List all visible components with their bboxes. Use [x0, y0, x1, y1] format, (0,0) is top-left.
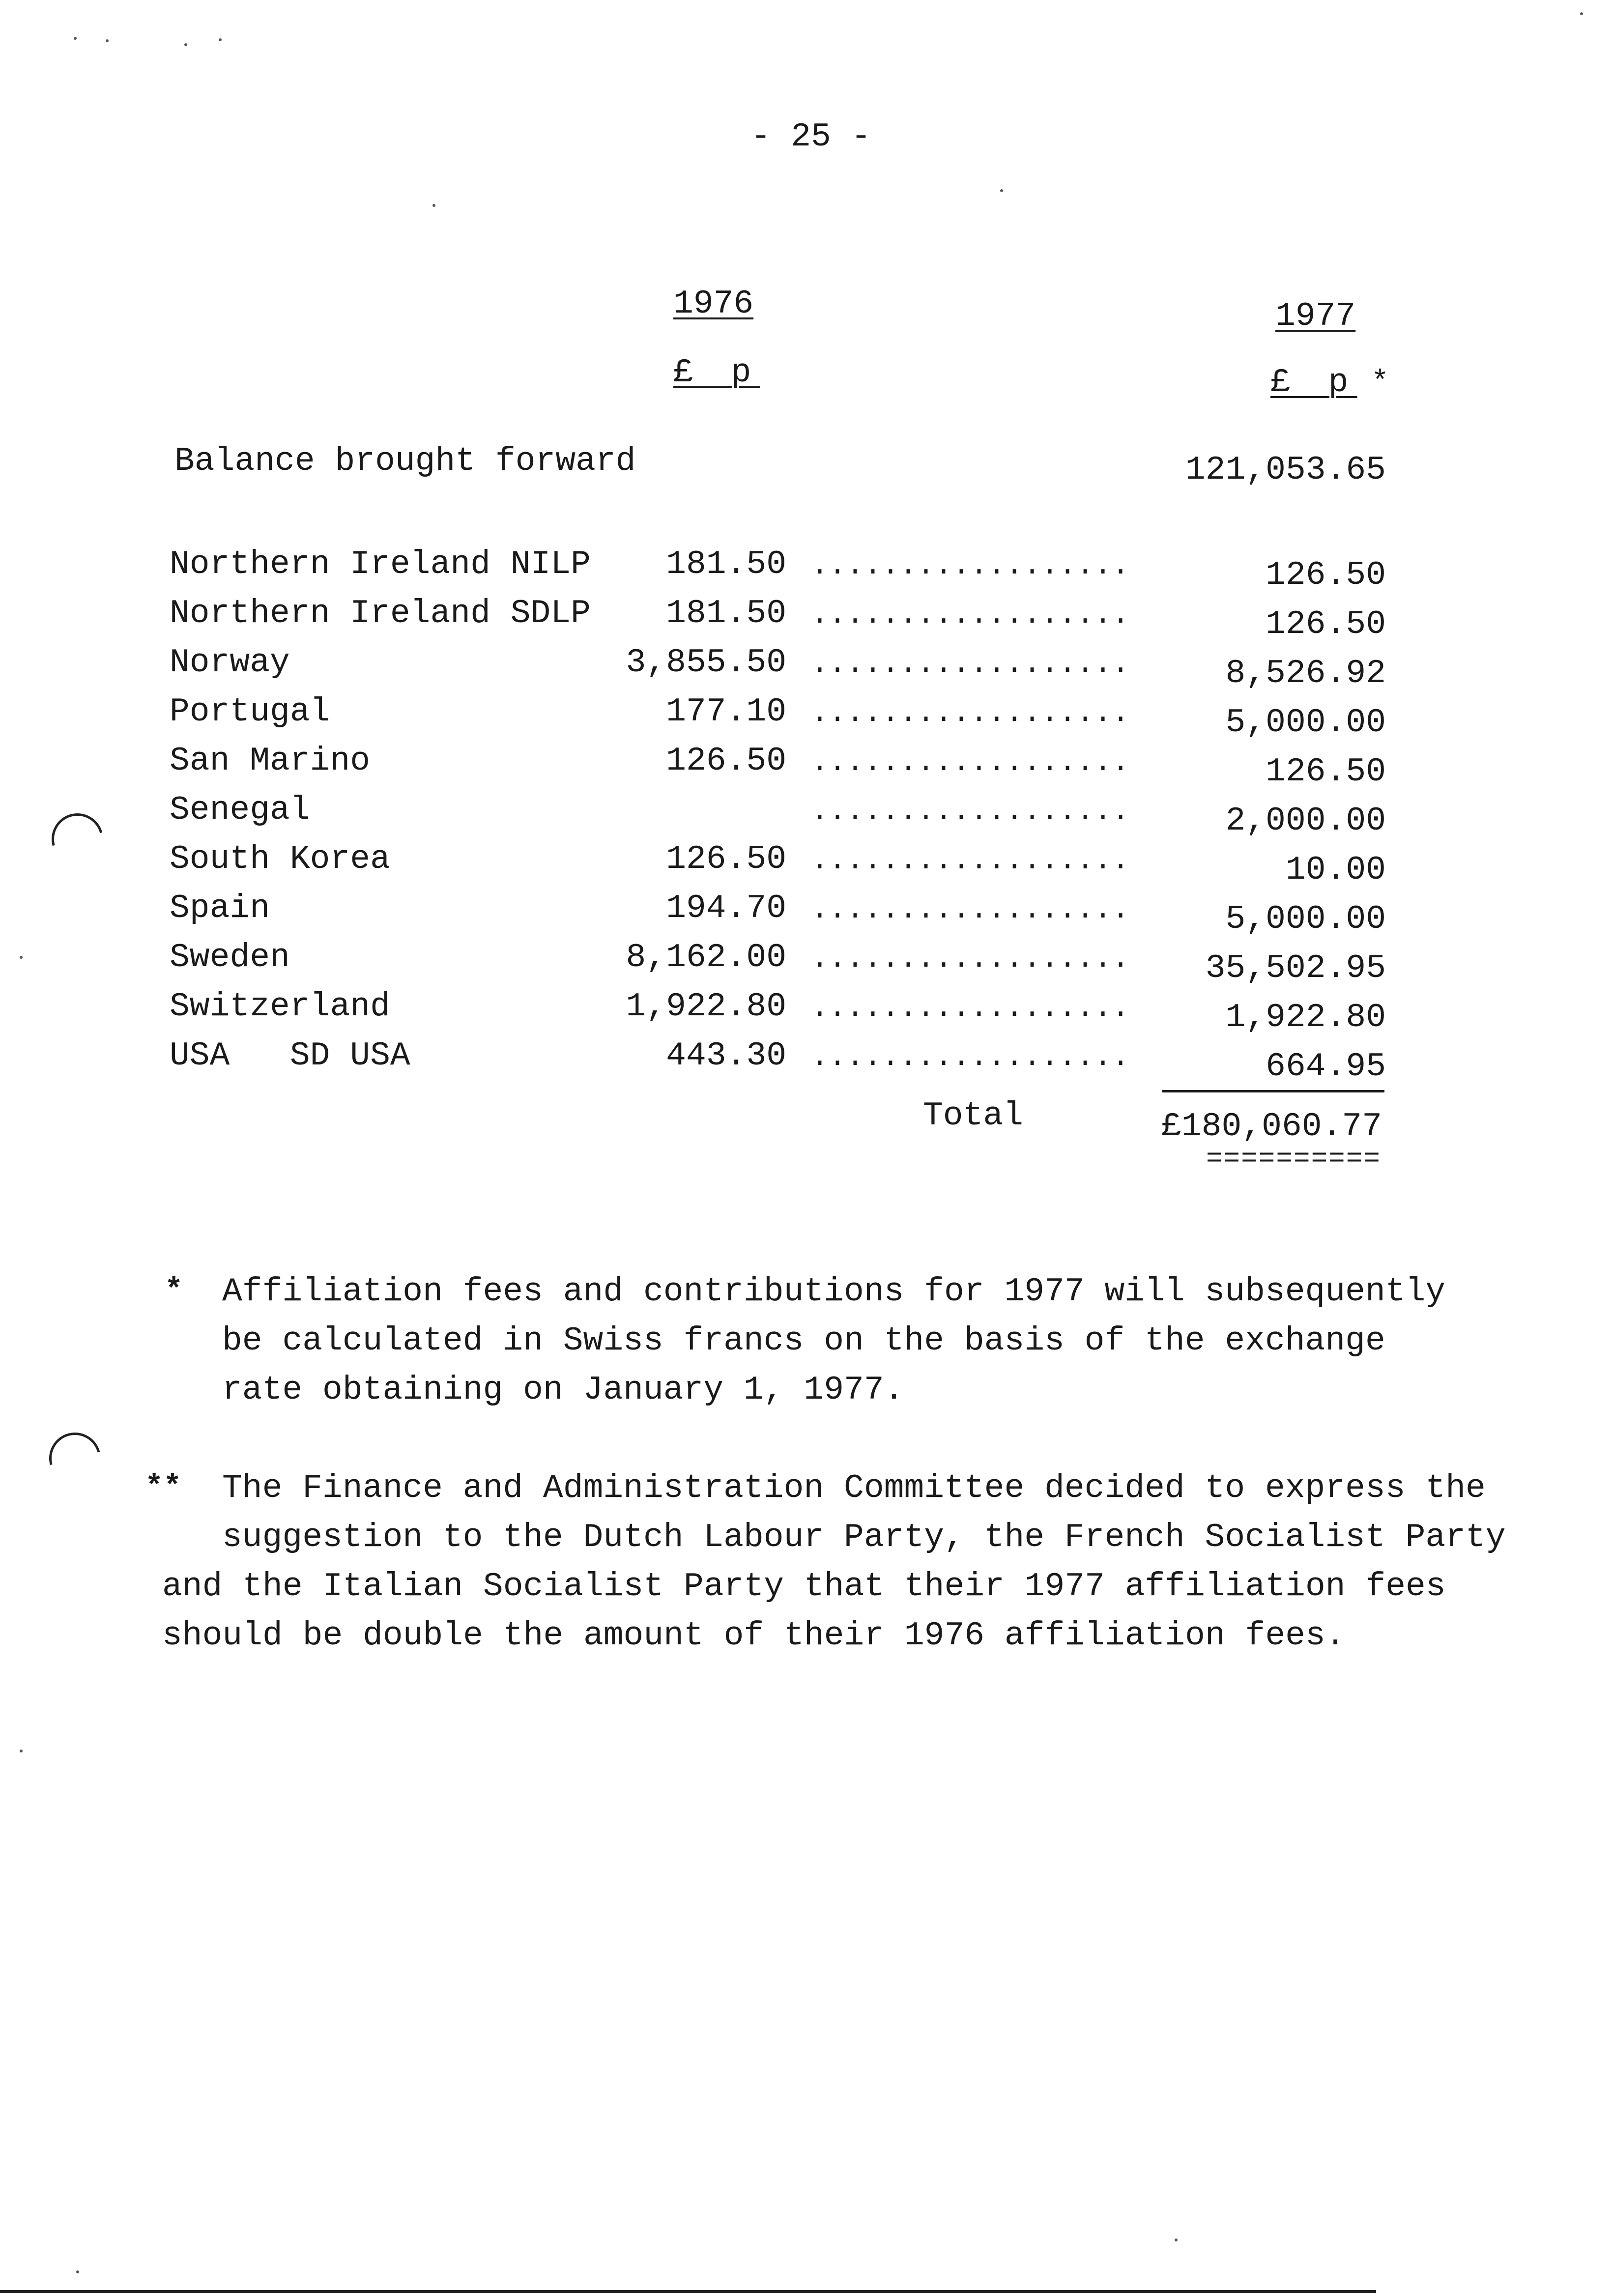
scan-speck: [106, 39, 109, 42]
table-row: [0, 939, 1612, 988]
leader-dots: ..................: [811, 795, 1130, 829]
table-row: [0, 693, 1612, 742]
total-label: Total: [923, 1097, 1024, 1135]
value-1976: 1,922.80: [626, 988, 786, 1026]
column-header-1977: 1977: [1275, 297, 1356, 335]
note-1-line: be calculated in Swiss francs on the basis of the exchange: [222, 1322, 1385, 1360]
note-2-line: suggestion to the Dutch Labour Party, the French Socialist Party: [222, 1519, 1506, 1556]
table-row: [0, 545, 1612, 595]
scan-speck: [20, 1750, 23, 1752]
balance-label: Balance brought forward: [174, 442, 636, 480]
country-name: Northern Ireland NILP: [170, 545, 591, 583]
country-name: San Marino: [170, 742, 371, 780]
column-unit-1977: £ p: [1270, 364, 1357, 402]
country-name: Sweden: [170, 939, 290, 976]
table-row: [0, 1037, 1612, 1086]
value-1976: 177.10: [666, 693, 786, 731]
value-1976: 126.50: [666, 840, 786, 878]
leader-dots: ..................: [811, 648, 1130, 681]
value-1976: 181.50: [666, 595, 786, 632]
value-1977: 664.95: [1266, 1048, 1386, 1086]
country-name: Portugal: [170, 693, 330, 731]
value-1976: 126.50: [666, 742, 786, 780]
note-1-marker: *: [165, 1273, 183, 1308]
table-row: [0, 988, 1612, 1037]
country-name: Senegal: [170, 791, 310, 829]
value-1976: 3,855.50: [626, 644, 786, 682]
scan-speck: [219, 38, 222, 41]
note-2-line: The Finance and Administration Committee decided to express the: [222, 1469, 1486, 1507]
total-double-rule: ==========: [1206, 1143, 1381, 1175]
value-1977: 126.50: [1266, 556, 1386, 594]
scan-speck: [432, 204, 435, 207]
table-row: [0, 890, 1612, 939]
scan-speck: [1175, 2239, 1178, 2241]
table-row: [0, 840, 1612, 890]
scan-speck: [184, 43, 187, 46]
value-1977: 126.50: [1266, 605, 1386, 643]
leader-dots: ..................: [811, 893, 1130, 927]
column-unit-1977-asterisk: *: [1371, 366, 1389, 400]
punch-hole-mark: [40, 1423, 110, 1493]
value-1976: 194.70: [666, 890, 786, 927]
country-name: Switzerland: [170, 988, 390, 1026]
leader-dots: ..................: [811, 943, 1130, 976]
column-header-1976: 1976: [673, 285, 754, 323]
scan-speck: [20, 956, 23, 959]
note-1-line: Affiliation fees and contributions for 1977 will subsequently: [222, 1273, 1446, 1311]
note-2-line: should be double the amount of their 1976 affiliation fees.: [162, 1617, 1346, 1655]
value-1977: 10.00: [1285, 851, 1386, 889]
value-1976: 181.50: [666, 545, 786, 583]
scan-speck: [1580, 12, 1583, 15]
scan-speck: [76, 2270, 79, 2273]
country-name: South Korea: [170, 840, 390, 878]
leader-dots: ..................: [811, 992, 1130, 1025]
country-name: USA SD USA: [170, 1037, 410, 1075]
scan-speck: [74, 37, 77, 40]
total-value: £180,060.77: [1161, 1108, 1382, 1146]
value-1977: 126.50: [1266, 753, 1386, 791]
value-1977: 1,922.80: [1225, 999, 1386, 1036]
balance-value-1977: 121,053.65: [1185, 451, 1386, 489]
value-1976: 8,162.00: [626, 939, 786, 976]
note-2-line: and the Italian Socialist Party that their 1977 affiliation fees: [162, 1568, 1446, 1606]
table-row: [0, 644, 1612, 693]
country-name: Norway: [170, 644, 290, 682]
column-unit-1976: £ p: [673, 354, 760, 392]
value-1977: 2,000.00: [1225, 802, 1386, 840]
table-row: [0, 742, 1612, 791]
value-1976: 443.30: [666, 1037, 786, 1075]
leader-dots: ..................: [811, 1041, 1130, 1074]
leader-dots: ..................: [811, 549, 1130, 583]
table-row: [0, 595, 1612, 644]
value-1977: 35,502.95: [1205, 949, 1386, 987]
page-number: - 25 -: [750, 118, 871, 156]
leader-dots: ..................: [811, 599, 1130, 632]
leader-dots: ..................: [811, 844, 1130, 878]
note-2-marker: **: [145, 1469, 182, 1504]
value-1977: 8,526.92: [1225, 655, 1386, 692]
page-bottom-edge: [0, 2290, 1376, 2293]
table-row: [0, 791, 1612, 840]
country-name: Northern Ireland SDLP: [170, 595, 591, 632]
country-name: Spain: [170, 890, 270, 927]
value-1977: 5,000.00: [1225, 900, 1386, 938]
note-1-line: rate obtaining on January 1, 1977.: [222, 1371, 904, 1409]
leader-dots: ..................: [811, 697, 1130, 730]
scan-speck: [1000, 189, 1003, 192]
subtotal-underline: [1162, 1090, 1384, 1092]
value-1977: 5,000.00: [1225, 704, 1386, 742]
leader-dots: ..................: [811, 746, 1130, 779]
